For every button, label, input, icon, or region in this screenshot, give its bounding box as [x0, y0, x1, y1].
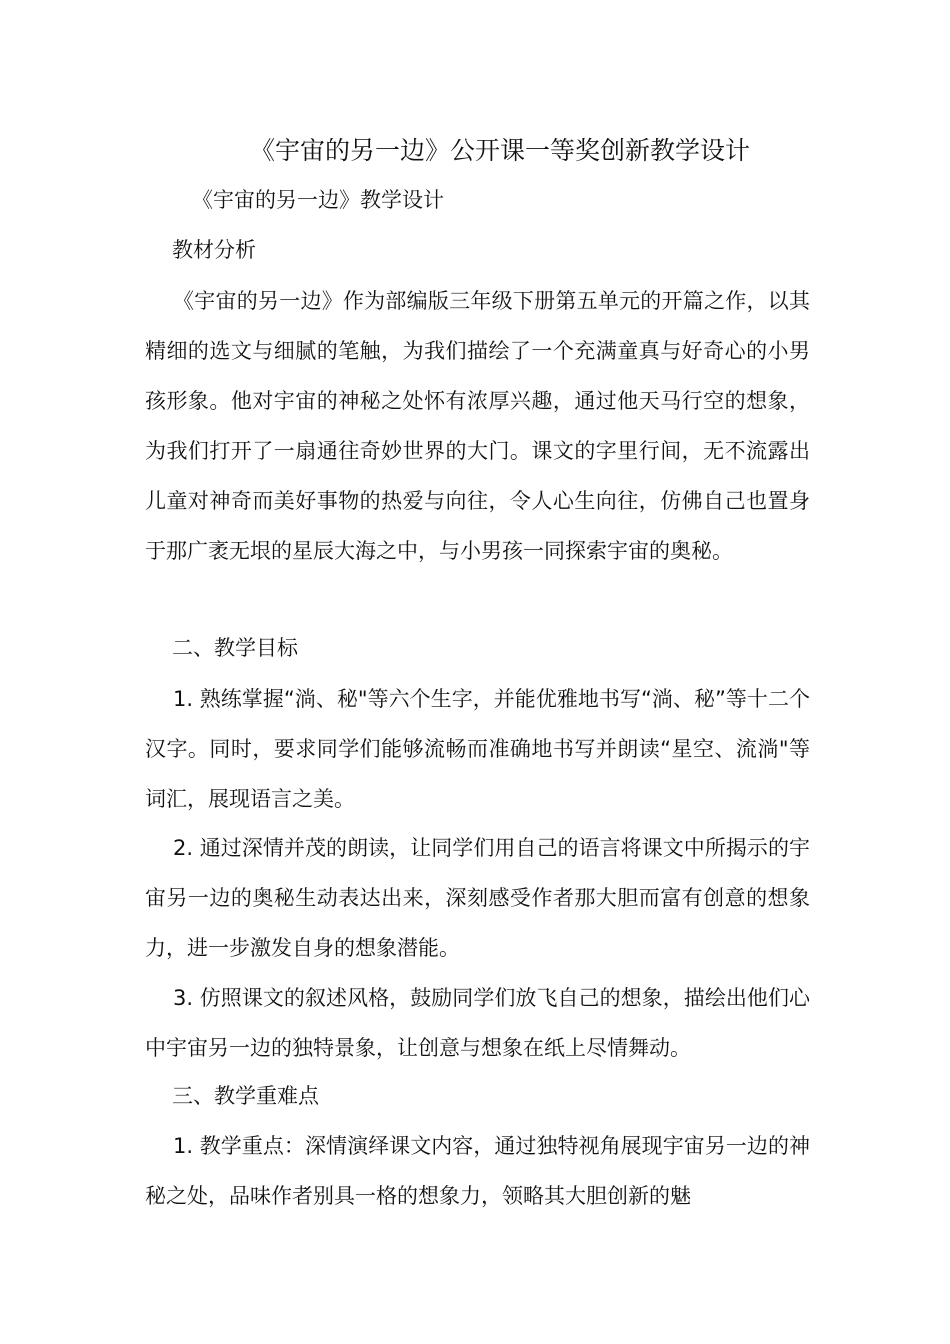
goal-item-2: 2. 通过深情并茂的朗读，让同学们用自己的语言将课文中所揭示的宇宙另一边的奥秘生动表达出来，深刻感受作者那大胆而富有创意的想象力，进一步激发自身的想象潜能。	[145, 836, 810, 960]
analysis-paragraph: 《宇宙的另一边》作为部编版三年级下册第五单元的开篇之作，以其精细的选文与细腻的笔触，为我们描绘了一个充满童真与好奇心的小男孩形象。他对宇宙的神秘之处怀有浓厚兴趣，通过他天马行空的想象，为我们打开了一扇通往奇妙世界的大门。课文的字里行间，无不流露出儿童对神奇而美好事物的热爱与向往，令人心生向往，仿佛自己也置身于那广袤无垠的星辰大海之中，与小男孩一同探索宇宙的奥秘。	[145, 289, 810, 563]
document-subtitle: 《宇宙的另一边》教学设计	[192, 188, 444, 212]
difficulty-heading: 三、教学重难点	[172, 1084, 319, 1108]
document-title: 《宇宙的另一边》公开课一等奖创新教学设计	[249, 136, 750, 165]
analysis-heading: 教材分析	[172, 238, 256, 262]
goal-item-3: 3. 仿照课文的叙述风格，鼓励同学们放飞自己的想象，描绘出他们心中宇宙另一边的独特景象，让创意与想象在纸上尽情舞动。	[145, 986, 810, 1060]
goal-item-1: 1. 熟练掌握“淌、秘"等六个生字，并能优雅地书写“淌、秘”等十二个汉字。同时，要求同学们能够流畅而准确地书写并朗读“星空、流淌"等词汇，展现语言之美。	[145, 687, 810, 811]
goals-heading: 二、教学目标	[172, 636, 298, 660]
difficulty-item-1: 1. 教学重点：深情演绎课文内容，通过独特视角展现宇宙另一边的神秘之处，品味作者别具一格的想象力，领略其大胆创新的魅	[145, 1134, 810, 1208]
